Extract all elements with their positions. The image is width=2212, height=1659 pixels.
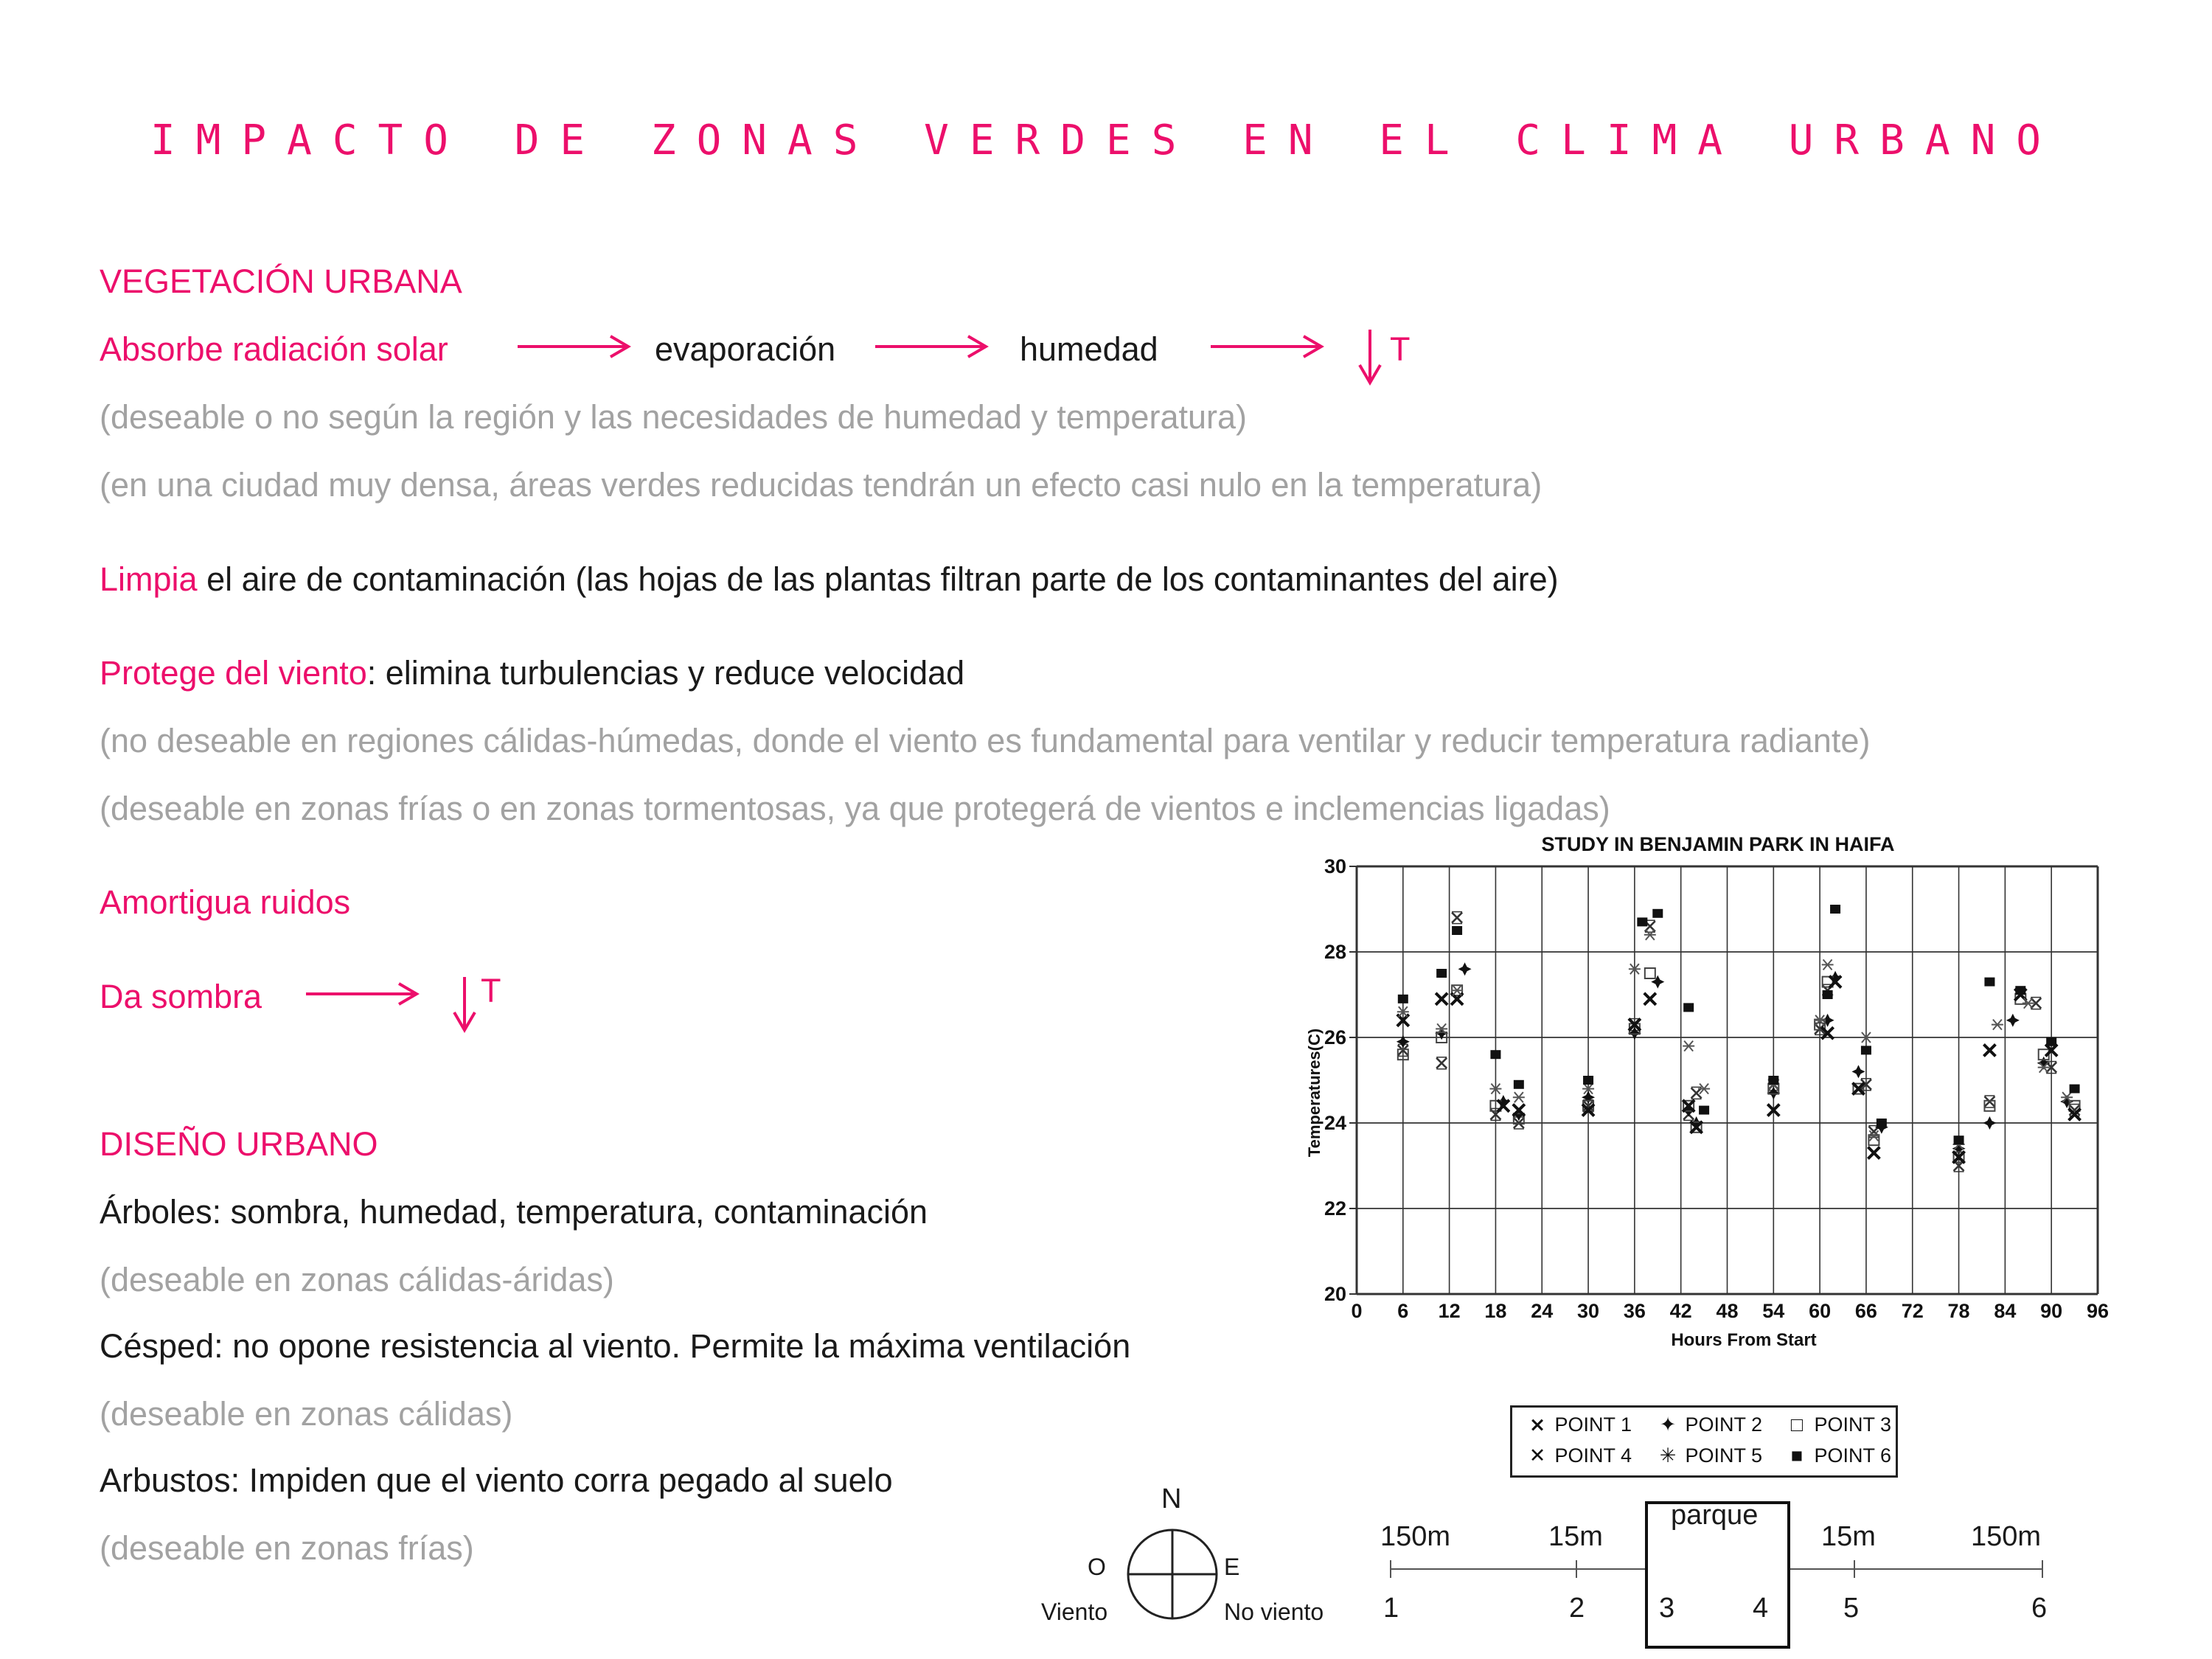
point-number-2: 2: [1569, 1593, 1585, 1624]
compass-north-label: N: [1161, 1484, 1182, 1514]
chart-point-series-2: [1458, 962, 1472, 975]
chart-point-series-6: [1861, 1046, 1871, 1054]
legend-item-point1: [1526, 1413, 1632, 1436]
legend-label: POINT 2: [1685, 1413, 1763, 1436]
chart-point-series-6: [1830, 905, 1840, 914]
chart-x-tick-label: 6: [1397, 1300, 1409, 1322]
chart-point-series-4: [1868, 1147, 1879, 1159]
flow-step-humedad: humedad: [1020, 330, 1158, 368]
note-deseable-frias: (deseable en zonas frías o en zonas tormentosas, ya que protegerá de vientos e inclemencias ligadas): [100, 790, 1610, 827]
note-deseable-region: (deseable o no según la región y las necesidades de humedad y temperatura): [100, 398, 1247, 436]
chart-svg: [1298, 826, 2138, 1357]
point-number-4: 4: [1753, 1593, 1769, 1624]
legend-symbol: ✕: [1528, 1444, 1546, 1467]
chart-y-tick-label: 24: [1324, 1112, 1346, 1134]
arbustos-text: Arbustos: Impiden que el viento corra pegado al suelo: [100, 1461, 893, 1499]
chart-legend: [1510, 1405, 1898, 1478]
chart-x-tick-label: 72: [1901, 1300, 1924, 1322]
chart-point-series-3: [1645, 968, 1655, 978]
point-mark-shape: [1851, 1065, 1865, 1078]
chart-point-series-2: [1983, 1116, 1996, 1130]
chart-point-series-1: [1436, 1057, 1447, 1069]
point-number-1: 1: [1383, 1593, 1399, 1624]
chart-xlabel: Hours From Start: [1671, 1330, 1817, 1350]
point-mark-shape: [1830, 905, 1840, 914]
chart-y-tick-label: 30: [1324, 855, 1346, 877]
point-mark-shape: [1983, 1116, 1996, 1130]
right-arrow-icon: [1209, 332, 1327, 361]
chart-x-tick-label: 48: [1716, 1300, 1739, 1322]
chart-point-series-5: [1683, 1041, 1694, 1051]
distance-left-far: 150m: [1380, 1521, 1451, 1552]
compass-icon: [1124, 1526, 1220, 1622]
legend-label: POINT 5: [1685, 1444, 1763, 1467]
chart-point-series-6: [1768, 1076, 1778, 1085]
chart-y-tick-label: 22: [1324, 1197, 1346, 1220]
chart-point-series-2: [1851, 1065, 1865, 1078]
flow-start-text: Absorbe radiación solar: [100, 330, 448, 368]
distance-right-near: 15m: [1821, 1521, 1876, 1552]
chart-point-series-6: [1637, 917, 1647, 926]
protege-line: [100, 653, 964, 694]
legend-symbol: □: [1790, 1413, 1804, 1436]
chart-point-series-6: [1823, 990, 1833, 999]
chart-point-series-6: [1398, 995, 1408, 1004]
chart-point-series-1: [1984, 1096, 1994, 1107]
chart-point-series-6: [2015, 986, 2025, 995]
legend-item-point2: [1656, 1413, 1762, 1436]
legend-label: POINT 3: [1814, 1413, 1892, 1436]
point-mark-shape: [1452, 926, 1462, 935]
point-mark-shape: [1651, 975, 1664, 989]
chart-x-tick-label: 90: [2040, 1300, 2063, 1322]
chart-point-series-4: [1436, 993, 1447, 1005]
point-mark-shape: [2015, 986, 2025, 995]
chart-point-series-2: [1651, 975, 1664, 989]
point-mark-shape: [2006, 1014, 2020, 1027]
chart-x-tick-label: 18: [1484, 1300, 1507, 1322]
chart-x-tick-label: 36: [1623, 1300, 1646, 1322]
chart-x-tick-label: 54: [1762, 1300, 1785, 1322]
chart-point-series-1: [1452, 912, 1462, 924]
point-mark-shape: [1583, 1076, 1593, 1085]
section-heading-diseno: DISEÑO URBANO: [100, 1125, 378, 1163]
point-mark-shape: [1954, 1135, 1964, 1144]
chart-point-series-6: [1583, 1076, 1593, 1085]
cesped-note: (deseable en zonas cálidas): [100, 1395, 513, 1433]
chart-point-series-6: [1683, 1003, 1694, 1012]
protege-text: : elimina turbulencias y reduce velocidad: [366, 654, 965, 692]
chart-point-series-6: [1954, 1135, 1964, 1144]
chart-point-series-6: [1652, 909, 1663, 918]
point-mark-shape: [2070, 1085, 2080, 1093]
point-mark-shape: [1645, 968, 1655, 978]
point-mark-shape: [1436, 969, 1447, 978]
chart-point-series-6: [1699, 1106, 1709, 1115]
point-mark-shape: [1490, 1050, 1500, 1059]
chart-title: STUDY IN BENJAMIN PARK IN HAIFA: [1541, 833, 1895, 855]
point-mark-shape: [1637, 917, 1647, 926]
chart-y-tick-label: 20: [1324, 1283, 1346, 1305]
point-number-5: 5: [1843, 1593, 1860, 1624]
chart-point-series-6: [2046, 1037, 2056, 1046]
chart-point-series-2: [2006, 1014, 2020, 1027]
distance-left-near: 15m: [1548, 1521, 1603, 1552]
flow-step-evaporacion: evaporación: [655, 330, 836, 368]
right-arrow-icon: [305, 979, 422, 1009]
point-mark-shape: [1823, 990, 1833, 999]
chart-point-series-5: [1698, 1084, 1710, 1094]
chart-ylabel: Temperatures(C): [1305, 1028, 1324, 1158]
da-sombra: Da sombra: [100, 978, 262, 1015]
point-mark-shape: [1877, 1119, 1887, 1127]
point-mark-shape: [1768, 1076, 1778, 1085]
chart-point-series-5: [1513, 1092, 1525, 1102]
down-arrow-icon: [1355, 328, 1385, 387]
chart-point-series-5: [1822, 959, 1834, 970]
chart-x-tick-label: 12: [1438, 1300, 1461, 1322]
park-label: parque: [1671, 1500, 1759, 1531]
legend-symbol: ✳: [1659, 1444, 1677, 1467]
chart-point-series-6: [1436, 969, 1447, 978]
note-no-deseable-calidas: (no deseable en regiones cálidas-húmedas, donde el viento es fundamental para ventilar y reducir temperatura radiante): [100, 722, 1871, 759]
compass-west-label: O: [1088, 1554, 1106, 1580]
down-arrow-icon: [450, 975, 479, 1034]
temperature-chart: [1298, 826, 2138, 1357]
legend-label: POINT 4: [1554, 1444, 1632, 1467]
legend-symbol: ■: [1790, 1444, 1804, 1467]
chart-y-tick-label: 28: [1324, 941, 1346, 963]
chart-point-series-4: [1644, 993, 1656, 1005]
point-mark-shape: [2046, 1037, 2056, 1046]
chart-x-tick-label: 84: [1994, 1300, 2017, 1322]
chart-point-series-6: [1514, 1080, 1524, 1089]
chart-x-tick-label: 66: [1854, 1300, 1877, 1322]
chart-point-series-5: [1992, 1020, 2003, 1030]
chart-x-tick-label: 78: [1947, 1300, 1970, 1322]
distance-right-far: 150m: [1971, 1521, 2042, 1552]
chart-point-series-6: [2070, 1085, 2080, 1093]
legend-item-point5: [1656, 1444, 1762, 1467]
chart-point-series-6: [1452, 926, 1462, 935]
page-title: IMPACTO DE ZONAS VERDES EN EL CLIMA URBANO: [150, 116, 2062, 164]
point-mark-shape: [1699, 1106, 1709, 1115]
chart-x-tick-label: 24: [1531, 1300, 1554, 1322]
point-mark-shape: [1652, 909, 1663, 918]
chart-x-tick-label: 42: [1669, 1300, 1692, 1322]
legend-symbol: ✦: [1659, 1413, 1677, 1436]
point-number-6: 6: [2031, 1593, 2048, 1624]
compass-no-viento-label: No viento: [1224, 1599, 1324, 1625]
amortigua-ruidos: Amortigua ruidos: [100, 883, 351, 921]
compass-viento-label: Viento: [1041, 1599, 1108, 1625]
chart-point-series-6: [1984, 978, 1994, 987]
section-heading-vegetacion: VEGETACIÓN URBANA: [100, 262, 462, 300]
legend-label: POINT 1: [1554, 1413, 1632, 1436]
limpia-line: [100, 559, 1559, 600]
cesped-text: Césped: no opone resistencia al viento. Permite la máxima ventilación: [100, 1327, 1131, 1365]
point-number-3: 3: [1659, 1593, 1675, 1624]
chart-y-tick-label: 26: [1324, 1026, 1346, 1048]
legend-item-point3: [1785, 1413, 1891, 1436]
point-mark-shape: [1683, 1003, 1694, 1012]
chart-point-series-4: [1983, 1044, 1995, 1056]
compass-east-label: E: [1224, 1554, 1240, 1580]
right-arrow-icon: [874, 332, 992, 361]
chart-x-tick-label: 60: [1809, 1300, 1832, 1322]
flow-end-temperature: T: [1390, 330, 1411, 368]
point-mark-shape: [1458, 962, 1472, 975]
limpia-text: el aire de contaminación (las hojas de las plantas filtran parte de los contaminantes del aire): [197, 560, 1559, 598]
limpia-keyword: Limpia: [100, 560, 198, 598]
chart-x-tick-label: 0: [1351, 1300, 1363, 1322]
chart-x-tick-label: 30: [1577, 1300, 1600, 1322]
sombra-temperature: T: [481, 972, 501, 1009]
arboles-note: (deseable en zonas cálidas-áridas): [100, 1261, 614, 1298]
arbustos-note: (deseable en zonas frías): [100, 1529, 474, 1567]
chart-point-series-6: [1877, 1119, 1887, 1127]
point-mark-shape: [1514, 1080, 1524, 1089]
note-ciudad-densa: (en una ciudad muy densa, áreas verdes reducidas tendrán un efecto casi nulo en la temperatura): [100, 466, 1543, 504]
legend-label: POINT 6: [1814, 1444, 1892, 1467]
point-mark-shape: [1398, 995, 1408, 1004]
protege-keyword: Protege del viento: [100, 654, 367, 692]
point-mark-shape: [1984, 978, 1994, 987]
right-arrow-icon: [516, 332, 634, 361]
chart-x-tick-label: 96: [2086, 1300, 2110, 1322]
point-mark-shape: [1861, 1046, 1871, 1054]
legend-symbol: ⨯: [1528, 1413, 1546, 1436]
legend-item-point4: [1526, 1444, 1632, 1467]
arboles-text: Árboles: sombra, humedad, temperatura, contaminación: [100, 1193, 928, 1231]
legend-item-point6: [1785, 1444, 1891, 1467]
chart-point-series-6: [1490, 1050, 1500, 1059]
